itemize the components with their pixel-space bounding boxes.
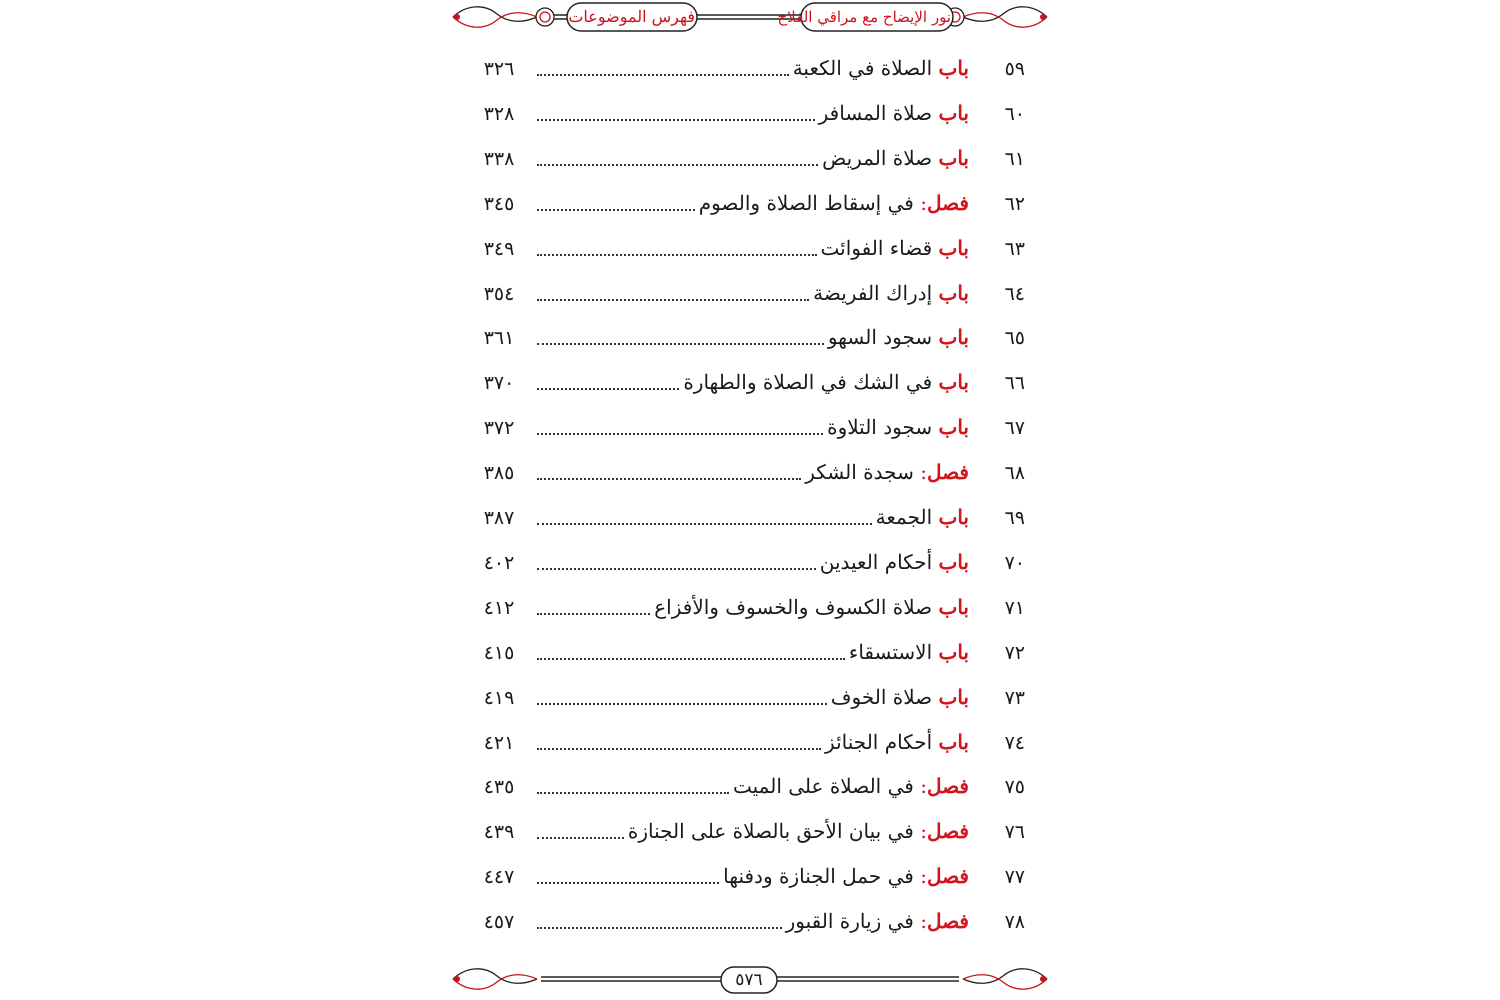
entry-text: سجود التلاوة — [827, 415, 933, 440]
entry-number: ٧٤ — [1004, 731, 1025, 754]
entry-text: سجود السهو — [827, 325, 933, 350]
entry-number: ٧٣ — [1004, 686, 1025, 709]
entry-title — [805, 460, 969, 484]
entry-number: ٧١ — [1004, 596, 1025, 619]
entry-title — [819, 101, 969, 125]
entry-keyword: باب — [938, 145, 969, 170]
entry-keyword: باب — [938, 505, 969, 529]
entry-text: في زيارة القبور — [785, 909, 914, 934]
entry-text: صلاة المريض — [822, 145, 933, 170]
entry-title — [654, 595, 969, 619]
entry-number: ٦٢ — [1004, 192, 1025, 215]
entry-text: سجدة الشكر — [805, 460, 914, 485]
dot-leader — [537, 568, 816, 570]
entry-number: ٦١ — [1004, 147, 1025, 170]
header-ornament — [445, 0, 1055, 36]
entry-page-number: ٣٦١ — [483, 327, 515, 350]
entry-number: ٦٣ — [1004, 237, 1025, 260]
entry-page-number: ٤٣٩ — [483, 821, 515, 844]
dot-leader — [537, 164, 818, 166]
entry-number: ٧٨ — [1004, 911, 1025, 934]
toc-entry — [445, 858, 1055, 902]
entry-page-number: ٤١٥ — [483, 641, 515, 664]
entry-page-number: ٣٣٨ — [483, 147, 515, 170]
entry-title — [793, 56, 969, 80]
toc-entry — [445, 499, 1055, 543]
entry-title — [733, 774, 969, 798]
dot-leader — [537, 703, 827, 705]
toc-entry — [445, 813, 1055, 857]
toc-entry — [445, 140, 1055, 184]
entry-keyword: باب — [938, 549, 969, 574]
entry-number: ٦٦ — [1004, 372, 1025, 395]
dot-leader — [537, 299, 809, 301]
entry-title — [849, 640, 969, 664]
dot-leader — [537, 658, 845, 660]
entry-title — [822, 146, 969, 170]
entry-number: ٦٤ — [1004, 282, 1025, 305]
entry-keyword: فصل — [926, 460, 969, 485]
entry-keyword: فصل — [926, 909, 969, 934]
dot-leader — [537, 523, 872, 525]
entry-text: في إسقاط الصلاة والصوم — [698, 190, 914, 215]
entry-title — [821, 236, 969, 260]
dot-leader — [537, 478, 801, 480]
dot-leader — [537, 927, 782, 929]
entry-page-number: ٣٢٦ — [483, 58, 515, 80]
entry-text: في حمل الجنازة ودفنها — [723, 864, 914, 889]
toc-entry — [445, 95, 1055, 139]
entry-keyword-colon: : — [920, 190, 927, 215]
entry-title — [628, 819, 969, 843]
entry-number: ٧٦ — [1004, 821, 1025, 844]
entry-title — [699, 191, 969, 215]
toc-entry — [445, 454, 1055, 498]
entry-number: ٧٠ — [1004, 551, 1025, 574]
entry-keyword: باب — [938, 325, 969, 350]
dot-leader — [537, 748, 821, 750]
entry-title — [828, 325, 969, 349]
toc-entry — [445, 409, 1055, 453]
toc-entry — [445, 319, 1055, 363]
book-title: نور الإيضاح مع مراقي الفلاح — [777, 8, 951, 26]
entry-text: في الصلاة على الميت — [733, 774, 914, 799]
entry-keyword: باب — [938, 280, 969, 305]
entry-keyword: باب — [938, 639, 969, 664]
toc-entry — [445, 724, 1055, 768]
entry-title — [820, 550, 969, 574]
dot-leader — [537, 388, 679, 390]
toc-entry — [445, 589, 1055, 633]
entry-text: الاستسقاء — [848, 639, 933, 664]
page-header — [445, 0, 1055, 36]
page-footer — [445, 962, 1055, 998]
entry-keyword: باب — [938, 594, 969, 619]
page-number: ٥٧٦ — [735, 970, 763, 990]
entry-text: قضاء الفوائت — [820, 235, 933, 260]
dot-leader — [537, 882, 719, 884]
toc-entry — [445, 50, 1055, 94]
entry-number: ٦٠ — [1004, 102, 1025, 125]
entry-text: إدراك الفريضة — [813, 280, 933, 305]
entry-keyword-colon: : — [920, 909, 927, 934]
entry-page-number: ٤٠٢ — [483, 551, 515, 574]
entry-text: أحكام العيدين — [819, 549, 933, 574]
entry-text: في الشك في الصلاة والطهارة — [683, 370, 933, 395]
entry-text: أحكام الجنائز — [825, 729, 933, 754]
dot-leader — [537, 837, 624, 839]
entry-number: ٦٩ — [1004, 507, 1025, 529]
entry-text: صلاة الكسوف والخسوف والأفزاع — [654, 594, 933, 619]
entry-keyword: باب — [938, 100, 969, 125]
toc-entry — [445, 275, 1055, 319]
entry-title — [813, 281, 969, 305]
entry-number: ٦٥ — [1004, 327, 1025, 350]
entry-keyword: فصل — [926, 774, 969, 799]
entry-number: ٧٢ — [1004, 641, 1025, 664]
toc-entry — [445, 544, 1055, 588]
toc-entry — [445, 364, 1055, 408]
entry-page-number: ٣٨٥ — [483, 462, 515, 485]
entry-keyword: فصل — [926, 819, 969, 844]
entry-page-number: ٤٢١ — [483, 731, 515, 754]
entry-keyword: باب — [938, 56, 969, 80]
entry-number: ٧٥ — [1004, 776, 1025, 799]
entry-number: ٥٩ — [1004, 58, 1025, 80]
entry-keyword: باب — [938, 370, 969, 395]
entry-text: صلاة الخوف — [830, 684, 933, 709]
toc-entry — [445, 230, 1055, 274]
entry-keyword-colon: : — [920, 460, 927, 485]
entry-page-number: ٣٧٢ — [483, 417, 515, 440]
entry-keyword: باب — [938, 415, 969, 440]
entry-page-number: ٣٤٩ — [483, 237, 515, 260]
entry-page-number: ٤١٢ — [483, 596, 515, 619]
dot-leader — [537, 792, 729, 794]
entry-keyword: باب — [938, 729, 969, 754]
entry-text: صلاة المسافر — [818, 100, 933, 125]
entry-text: الجمعة — [875, 505, 933, 529]
dot-leader — [537, 433, 823, 435]
dot-leader — [537, 254, 817, 256]
dot-leader — [537, 74, 789, 76]
toc-entry — [445, 903, 1055, 947]
entry-page-number: ٣٢٨ — [483, 102, 515, 125]
entry-title — [786, 909, 969, 933]
entry-number: ٦٧ — [1004, 417, 1025, 440]
toc-entry — [445, 679, 1055, 723]
toc-entry — [445, 185, 1055, 229]
document-page — [445, 0, 1055, 1000]
entry-page-number: ٣٤٥ — [483, 192, 515, 215]
entry-page-number: ٣٨٧ — [483, 507, 515, 529]
entry-title — [723, 864, 969, 888]
entry-keyword-colon: : — [920, 774, 927, 799]
entry-keyword-colon: : — [920, 819, 927, 844]
dot-leader — [537, 613, 650, 615]
entry-page-number: ٤١٩ — [483, 686, 515, 709]
entry-number: ٦٨ — [1004, 462, 1025, 485]
entry-title — [831, 685, 969, 709]
entry-text: الصلاة في الكعبة — [792, 56, 933, 80]
dot-leader — [537, 209, 695, 211]
entry-title — [876, 505, 969, 529]
entry-page-number: ٣٧٠ — [483, 372, 515, 395]
toc-entry — [445, 768, 1055, 812]
entry-keyword-colon: : — [920, 864, 927, 889]
entry-page-number: ٣٥٤ — [483, 282, 515, 305]
toc-entry — [445, 634, 1055, 678]
section-title: فهرس الموضوعات — [568, 7, 695, 26]
entry-page-number: ٤٥٧ — [483, 911, 515, 934]
entry-text: في بيان الأحق بالصلاة على الجنازة — [627, 819, 914, 844]
entry-title — [825, 730, 969, 754]
entry-page-number: ٤٣٥ — [483, 776, 515, 799]
dot-leader — [537, 343, 824, 345]
entry-keyword: فصل — [926, 864, 969, 889]
entry-keyword: فصل — [926, 190, 969, 215]
entry-number: ٧٧ — [1004, 866, 1025, 889]
entry-page-number: ٤٤٧ — [483, 866, 515, 889]
entry-keyword: باب — [938, 235, 969, 260]
dot-leader — [537, 119, 815, 121]
entry-title — [827, 415, 969, 439]
entry-keyword: باب — [938, 684, 969, 709]
entry-title — [683, 370, 969, 394]
